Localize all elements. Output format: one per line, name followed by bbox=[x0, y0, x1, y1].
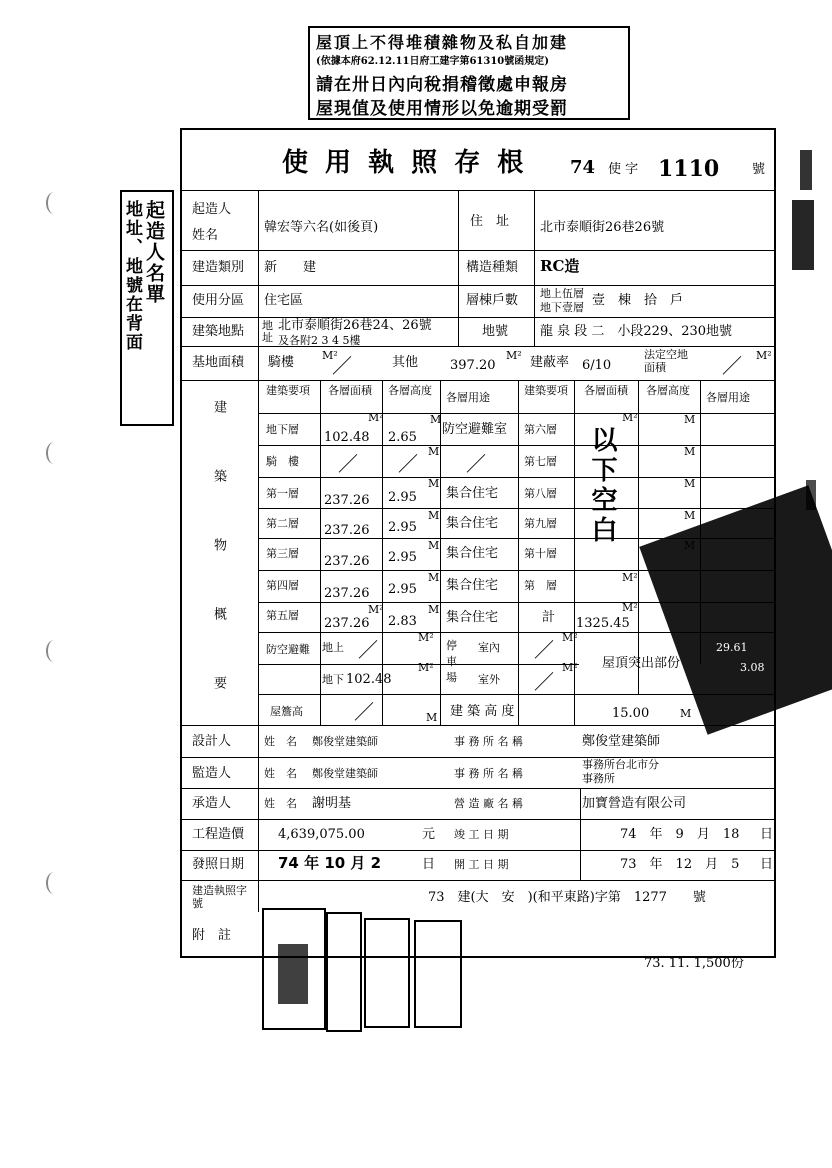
day-char: 日 bbox=[422, 857, 436, 872]
unit-m2: M² bbox=[562, 631, 578, 644]
edge-smudge bbox=[800, 150, 812, 190]
floor-use: 集合住宅 bbox=[446, 516, 499, 531]
label-floors-units: 層棟戶數 bbox=[466, 293, 519, 308]
label-total: 計 bbox=[542, 610, 556, 625]
floor-height: 2.83 bbox=[388, 614, 417, 629]
stamp-line-1: 屋頂上不得堆積雜物及私自加建 bbox=[316, 33, 569, 52]
unit-m2: M² bbox=[562, 661, 578, 674]
floor-name: 第五層 bbox=[266, 609, 299, 622]
floor-name-right: 第六層 bbox=[524, 423, 557, 436]
unit-m2: M² bbox=[622, 571, 638, 584]
label-structure: 構造種類 bbox=[466, 260, 519, 275]
floors: 地上伍層 地下壹層 bbox=[540, 287, 584, 314]
label-defense-below: 地下 bbox=[322, 673, 344, 686]
rule bbox=[182, 250, 774, 251]
rule bbox=[182, 346, 774, 347]
col-use: 各層用途 bbox=[446, 391, 490, 404]
roof-value-2: 3.08 bbox=[740, 661, 765, 674]
rule bbox=[182, 725, 774, 726]
blank-slash: ／ bbox=[354, 700, 374, 724]
label-contractor: 承造人 bbox=[192, 796, 232, 811]
label-contractor-name: 姓 名 bbox=[264, 797, 297, 810]
site-address-1: 北市泰順街26巷24、26號 bbox=[278, 318, 432, 333]
col-use-right: 各層用途 bbox=[706, 391, 750, 404]
lot-number: 龍 泉 段 二 小段229、230地號 bbox=[540, 324, 733, 339]
floor-name-right: 第十層 bbox=[524, 547, 557, 560]
label-overview: 建築物概要 bbox=[211, 400, 226, 745]
stamp-line-2: (依據本府62.12.11日府工建字第61310號函規定) bbox=[316, 56, 549, 67]
top-stamp bbox=[308, 26, 630, 120]
floor-height: 2.95 bbox=[388, 520, 417, 535]
label-defense: 防空避難 bbox=[266, 643, 310, 656]
blank-slash: ／ bbox=[534, 670, 554, 694]
rule bbox=[580, 788, 581, 880]
day-char: 日 bbox=[760, 827, 774, 842]
punch-hole bbox=[46, 192, 62, 214]
zone: 住宅區 bbox=[264, 293, 304, 308]
unit-m: M bbox=[428, 539, 440, 552]
floor-name: 第一層 bbox=[266, 487, 299, 500]
permit-suffix: 號 bbox=[752, 162, 766, 177]
floor-height: 2.65 bbox=[388, 430, 417, 445]
rule bbox=[258, 477, 774, 478]
other-area: 397.20 bbox=[450, 358, 496, 373]
unit-m: M bbox=[428, 445, 440, 458]
floor-name-right: 第七層 bbox=[524, 455, 557, 468]
blank-slash: ／ bbox=[358, 638, 378, 662]
rule bbox=[182, 285, 774, 286]
label-supervisor: 監造人 bbox=[192, 766, 232, 781]
permit-char: 使 字 bbox=[608, 162, 639, 177]
unit-m2: M² bbox=[622, 601, 638, 614]
unit-m: M bbox=[428, 603, 440, 616]
rule bbox=[258, 413, 774, 414]
unit-m2: M² bbox=[418, 661, 434, 674]
label-issue: 發照日期 bbox=[192, 857, 245, 872]
rule bbox=[258, 190, 259, 912]
permit-number-ref: 73 建(大 安 )(和平東路)字第 1277 號 bbox=[428, 890, 706, 905]
site-address-2: 及各附2 3 4 5樓 bbox=[278, 334, 361, 347]
unit-m: M bbox=[684, 509, 696, 522]
floor-area: 237.26 bbox=[324, 616, 370, 631]
unit-m: M bbox=[430, 413, 442, 426]
seal-ink bbox=[278, 944, 308, 1004]
unit-m: M bbox=[426, 711, 438, 724]
rule bbox=[518, 380, 519, 725]
col-item: 建築要項 bbox=[266, 384, 310, 397]
label-base-area: 基地面積 bbox=[192, 355, 245, 370]
floor-name: 第三層 bbox=[266, 547, 299, 560]
floors-units-rest: 壹 棟 拾 戶 bbox=[592, 293, 684, 308]
building-height: 15.00 bbox=[612, 706, 650, 721]
applicant-address: 北市泰順街26巷26號 bbox=[540, 220, 665, 235]
rule bbox=[182, 788, 774, 789]
roof-value-1: 29.61 bbox=[716, 641, 748, 654]
rule bbox=[458, 190, 459, 347]
total-area: 1325.45 bbox=[576, 616, 630, 631]
label-eave: 屋簷高 bbox=[270, 705, 303, 718]
label-company: 營 造 廠 名 稱 bbox=[454, 797, 523, 810]
issue-date: 74 年 10 月 2 bbox=[278, 854, 382, 872]
label-defense-above: 地上 bbox=[322, 641, 344, 654]
floor-use: 集合住宅 bbox=[446, 546, 499, 561]
cost: 4,639,075.00 bbox=[278, 827, 365, 842]
col-area-right: 各層面積 bbox=[584, 384, 628, 397]
unit-m2: M² bbox=[506, 349, 522, 362]
stamp-col-2: 地址、地號在背面 bbox=[122, 200, 142, 352]
complete-date: 74 年 9 月 18 bbox=[620, 827, 740, 842]
structure-type: RC造 bbox=[540, 257, 580, 275]
label-arcade: 騎樓 bbox=[268, 355, 295, 370]
unit-m2: M² bbox=[322, 349, 338, 362]
coverage-ratio: 6/10 bbox=[582, 358, 612, 373]
defense-below-area: 102.48 bbox=[346, 672, 392, 687]
unit-m: M bbox=[684, 413, 696, 426]
label-building-height: 建 築 高 度 bbox=[450, 704, 515, 719]
floor-name: 騎 樓 bbox=[266, 455, 299, 468]
stamp-col-1: 起造人名單 bbox=[143, 200, 165, 305]
label-other: 其他 bbox=[392, 355, 419, 370]
rule bbox=[182, 757, 774, 758]
unit-m: M bbox=[680, 707, 692, 720]
rule bbox=[182, 190, 774, 191]
label-site-addr: 地址 bbox=[262, 319, 273, 344]
floor-name: 地下層 bbox=[266, 423, 299, 436]
label-complete: 竣 工 日 期 bbox=[454, 828, 509, 841]
label-legal-open: 法定空地面積 bbox=[644, 348, 688, 374]
floor-area: 102.48 bbox=[324, 430, 370, 445]
blank-slash: ／ bbox=[534, 638, 554, 662]
start-date: 73 年 12 月 5 bbox=[620, 857, 740, 872]
floor-height: 2.95 bbox=[388, 550, 417, 565]
rule bbox=[534, 190, 535, 347]
day-char: 日 bbox=[760, 857, 774, 872]
form-title: 使 用 執 照 存 根 bbox=[282, 148, 528, 178]
label-site: 建築地點 bbox=[192, 324, 245, 339]
unit-yuan: 元 bbox=[422, 827, 436, 842]
label-supervisor-office: 事 務 所 名 稱 bbox=[454, 767, 523, 780]
col-height-right: 各層高度 bbox=[646, 384, 690, 397]
seal-stamp bbox=[414, 920, 462, 1028]
contractor-name: 謝明基 bbox=[312, 796, 352, 811]
floor-height: ／ bbox=[398, 452, 418, 476]
print-note: 73. 11. 1,500份 bbox=[644, 956, 744, 971]
punch-hole bbox=[46, 640, 62, 662]
floor-use: ／ bbox=[466, 452, 486, 476]
label-build-type: 建造類別 bbox=[192, 260, 245, 275]
label-designer-name: 姓 名 bbox=[264, 735, 297, 748]
floor-name: 第二層 bbox=[266, 517, 299, 530]
rule bbox=[182, 850, 774, 851]
label-roof: 屋頂突出部份 bbox=[602, 656, 681, 671]
floor-use: 防空避難室 bbox=[442, 422, 508, 437]
floor-use: 集合住宅 bbox=[446, 578, 499, 593]
edge-smudge bbox=[792, 200, 814, 270]
company-name: 加寶營造有限公司 bbox=[582, 796, 687, 811]
label-designer: 設計人 bbox=[192, 734, 232, 749]
label-permit: 建造執照字號 bbox=[192, 884, 247, 910]
designer-office: 鄭俊堂建築師 bbox=[582, 734, 661, 749]
col-item-right: 建築要項 bbox=[524, 384, 568, 397]
stamp-line-4: 屋現值及使用情形以免逾期受罰 bbox=[316, 99, 568, 119]
unit-m2: M² bbox=[368, 411, 384, 424]
left-stamp bbox=[120, 190, 174, 426]
floor-area: 237.26 bbox=[324, 523, 370, 538]
floor-name-right: 第 層 bbox=[524, 579, 557, 592]
floor-use: 集合住宅 bbox=[446, 610, 499, 625]
floor-use: 集合住宅 bbox=[446, 486, 499, 501]
unit-m2: M² bbox=[622, 411, 638, 424]
label-parking: 停車場 bbox=[446, 639, 457, 684]
applicant-name: 韓宏等六名(如後頁) bbox=[264, 220, 379, 235]
col-height: 各層高度 bbox=[388, 384, 432, 397]
floor-name-right: 第八層 bbox=[524, 487, 557, 500]
supervisor-office: 事務所台北市分事務所 bbox=[582, 758, 659, 785]
stamp-line-3: 請在卅日內向稅捐稽徵處申報房 bbox=[316, 75, 568, 95]
label-applicant: 起造人 bbox=[192, 202, 232, 217]
unit-m: M bbox=[428, 509, 440, 522]
label-notes: 附 註 bbox=[192, 928, 232, 943]
unit-m: M bbox=[684, 445, 696, 458]
floor-area: ／ bbox=[338, 452, 358, 476]
punch-hole bbox=[46, 442, 62, 464]
unit-m2: M² bbox=[368, 603, 384, 616]
label-cost: 工程造價 bbox=[192, 827, 245, 842]
label-lot: 地號 bbox=[482, 324, 509, 339]
permit-number: 1110 bbox=[658, 156, 720, 182]
label-name: 姓名 bbox=[192, 228, 219, 243]
label-supervisor-name: 姓 名 bbox=[264, 767, 297, 780]
unit-m: M bbox=[428, 477, 440, 490]
blank-slash: ／ bbox=[722, 354, 742, 378]
unit-m2: M² bbox=[418, 631, 434, 644]
blank-note: 以下空白 bbox=[587, 426, 617, 546]
floor-name: 第四層 bbox=[266, 579, 299, 592]
label-coverage: 建蔽率 bbox=[530, 355, 570, 370]
col-area: 各層面積 bbox=[328, 384, 372, 397]
unit-m: M bbox=[684, 477, 696, 490]
permit-year: 74 bbox=[570, 157, 596, 178]
supervisor-name: 鄭俊堂建築師 bbox=[312, 767, 378, 780]
floor-height: 2.95 bbox=[388, 490, 417, 505]
build-type: 新 建 bbox=[264, 260, 317, 275]
rule bbox=[182, 317, 774, 318]
floor-area: 237.26 bbox=[324, 493, 370, 508]
rule bbox=[320, 380, 321, 725]
rule bbox=[182, 819, 774, 820]
label-outdoor: 室外 bbox=[478, 673, 500, 686]
designer-name: 鄭俊堂建築師 bbox=[312, 735, 378, 748]
rule bbox=[182, 880, 774, 881]
seal-stamp bbox=[326, 912, 362, 1032]
label-zone: 使用分區 bbox=[192, 293, 245, 308]
label-designer-office: 事 務 所 名 稱 bbox=[454, 735, 523, 748]
rule bbox=[638, 380, 639, 694]
unit-m2: M² bbox=[756, 349, 772, 362]
punch-hole bbox=[46, 872, 62, 894]
rule bbox=[440, 380, 441, 725]
label-indoor: 室內 bbox=[478, 641, 500, 654]
label-address: 住 址 bbox=[470, 214, 510, 229]
unit-m: M bbox=[428, 571, 440, 584]
blank-slash: ／ bbox=[332, 354, 352, 378]
seal-stamp bbox=[364, 918, 410, 1028]
floor-height: 2.95 bbox=[388, 582, 417, 597]
floor-name-right: 第九層 bbox=[524, 517, 557, 530]
floor-area: 237.26 bbox=[324, 586, 370, 601]
floor-area: 237.26 bbox=[324, 554, 370, 569]
rule bbox=[182, 380, 774, 381]
label-start: 開 工 日 期 bbox=[454, 858, 509, 871]
